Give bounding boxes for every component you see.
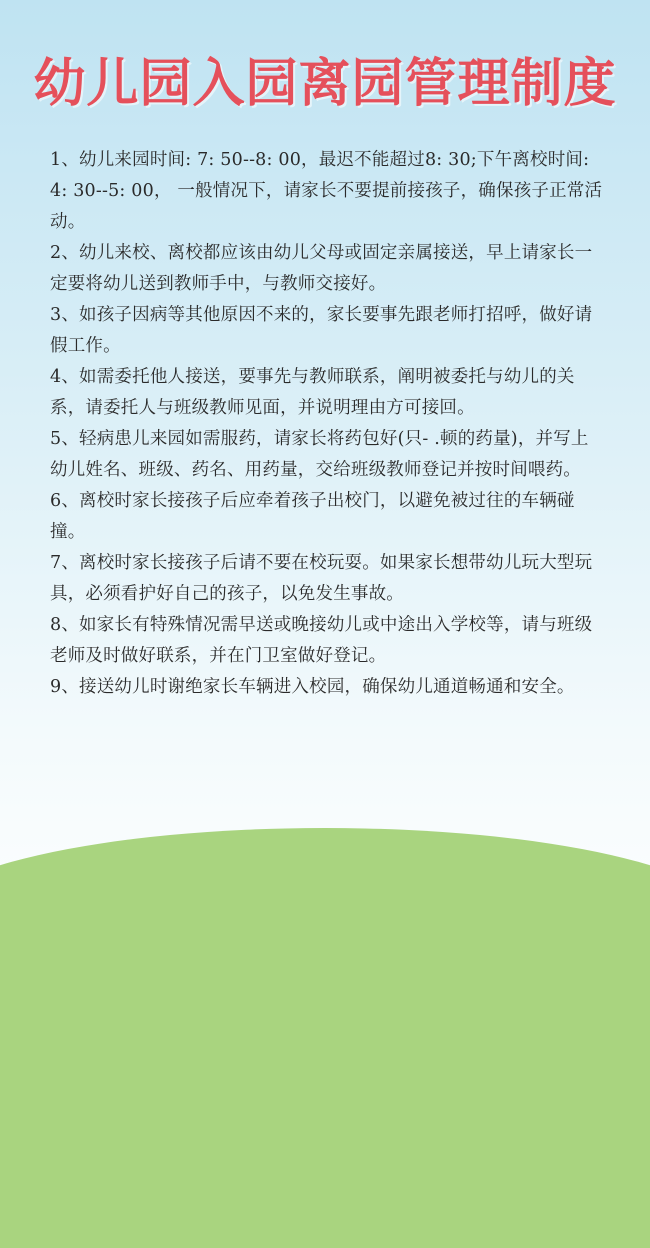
rule-item-1: 1、幼儿来园时间: 7: 50--8: 00，最迟不能超过8: 30;下午离校时间: 4: 30--5: 00， 一般情况下，请家长不要提前接孩子，确保孩子正常活动。 [50, 150, 603, 232]
page-title: 幼儿园入园离园管理制度 [33, 54, 617, 114]
grass-hill [0, 828, 650, 1248]
rules-list [50, 145, 605, 703]
rule-item-4: 4、如需委托他人接送，要事先与教师联系，阐明被委托与幼儿的关系，请委托人与班级教师见面，并说明理由方可接回。 [50, 367, 575, 418]
rule-item-8: 8、如家长有特殊情况需早送或晚接幼儿或中途出入学校等，请与班级老师及时做好联系，并在门卫室做好登记。 [50, 615, 593, 666]
rule-item-3: 3、如孩子因病等其他原因不来的，家长要事先跟老师打招呼，做好请假工作。 [50, 305, 593, 356]
rule-item-7: 7、离校时家长接孩子后请不要在校玩耍。如果家长想带幼儿玩大型玩具，必须看护好自己的孩子，以免发生事故。 [50, 553, 593, 604]
rule-item-5: 5、轻病患儿来园如需服药，请家长将药包好(只- .顿的药量)，并写上幼儿姓名、班级、药名、用药量，交给班级教师登记并按时间喂药。 [50, 429, 589, 480]
rule-item-2: 2、幼儿来校、离校都应该由幼儿父母或固定亲属接送，早上请家长一定要将幼儿送到教师手中，与教师交接好。 [50, 243, 593, 294]
rule-item-6: 6、离校时家长接孩子后应牵着孩子出校门，以避免被过往的车辆碰撞。 [50, 491, 575, 542]
rule-item-9: 9、接送幼儿时谢绝家长车辆进入校园，确保幼儿通道畅通和安全。 [50, 677, 575, 697]
